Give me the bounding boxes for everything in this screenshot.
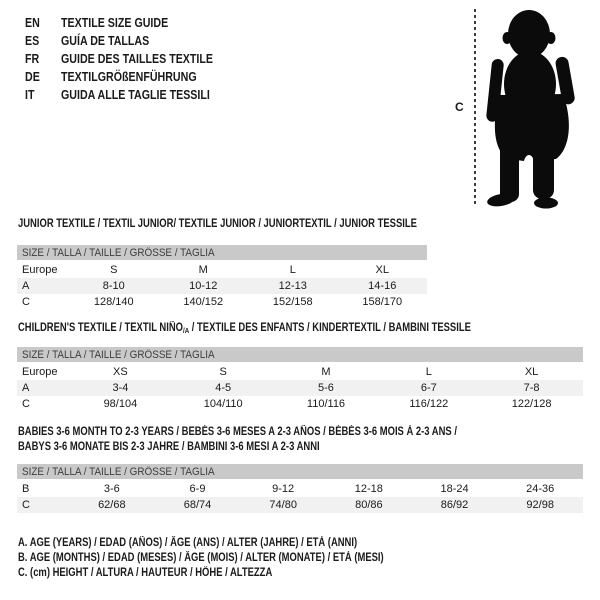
children-section-title bbox=[18, 321, 570, 338]
legend-line-c: C. (cm) HEIGHT / ALTURA / HAUTEUR / HÖHE / ALTEZZA bbox=[18, 567, 273, 579]
table-cell: 6-9 bbox=[189, 483, 206, 495]
children-title-sub: /A bbox=[183, 326, 190, 335]
height-marker-label: C bbox=[455, 100, 464, 114]
language-list bbox=[25, 13, 246, 103]
table-cell: 24-36 bbox=[526, 483, 555, 495]
table-cell: 5-6 bbox=[318, 382, 334, 394]
babies-title-line2: BABYS 3-6 MONATE BIS 2-3 JAHRE / BAMBINI 3-6 MESI A 2-3 ANNI bbox=[18, 441, 320, 453]
table-cell: 122/128 bbox=[511, 398, 552, 410]
size-header-label: SIZE / TALLA / TAILLE / GRÖSSE / TAGLIA bbox=[22, 348, 215, 361]
lang-code-it: IT bbox=[25, 86, 35, 102]
lang-code-en: EN bbox=[25, 14, 40, 30]
measurement-legend bbox=[18, 537, 464, 582]
lang-row-es bbox=[25, 31, 246, 49]
babies-row-b bbox=[17, 481, 583, 497]
col-header: S bbox=[219, 366, 227, 378]
size-header-label: SIZE / TALLA / TAILLE / GRÖSSE / TAGLIA bbox=[22, 465, 215, 478]
col-header: S bbox=[110, 264, 118, 276]
table-cell: 86/92 bbox=[440, 499, 469, 511]
lang-row-fr bbox=[25, 49, 246, 67]
table-cell: 140/152 bbox=[183, 296, 224, 308]
region-label: Europe bbox=[22, 366, 58, 378]
col-header: XL bbox=[524, 366, 539, 378]
table-cell: 98/104 bbox=[103, 398, 138, 410]
row-label: C bbox=[22, 296, 30, 308]
lang-code-es: ES bbox=[25, 32, 40, 48]
legend-line-a: A. AGE (YEARS) / EDAD (AÑOS) / ÂGE (ANS) / ALTER (JAHRE) / ETÀ (ANNI) bbox=[18, 537, 358, 549]
children-columns-row bbox=[17, 364, 583, 380]
table-cell: 14-16 bbox=[368, 280, 397, 292]
row-label: C bbox=[22, 499, 30, 511]
table-cell: 74/80 bbox=[269, 499, 297, 511]
table-cell: 68/74 bbox=[183, 499, 212, 511]
babies-table-header-bar bbox=[17, 464, 583, 479]
children-section-title-text bbox=[18, 321, 471, 338]
size-header-label: SIZE / TALLA / TAILLE / GRÖSSE / TAGLIA bbox=[22, 246, 215, 259]
children-title-after: / TEXTILE DES ENFANTS / KINDERTEXTIL / BAMBINI TESSILE bbox=[189, 322, 471, 334]
babies-section-title bbox=[18, 425, 553, 455]
table-cell: 7-8 bbox=[523, 382, 540, 394]
table-cell: 6-7 bbox=[420, 382, 437, 394]
col-header: L bbox=[425, 366, 432, 378]
lang-row-en bbox=[25, 13, 246, 31]
col-header: XS bbox=[113, 366, 128, 378]
lang-title-it: GUIDA ALLE TAGLIE TESSILI bbox=[61, 86, 210, 102]
table-cell: 116/122 bbox=[409, 398, 449, 410]
lang-row-it bbox=[25, 85, 246, 103]
junior-row-c bbox=[17, 294, 427, 310]
children-row-c bbox=[17, 396, 583, 412]
table-cell: 158/170 bbox=[362, 296, 403, 308]
junior-row-a bbox=[17, 278, 427, 294]
row-label: A bbox=[22, 280, 30, 292]
children-row-a bbox=[17, 380, 583, 396]
table-cell: 92/98 bbox=[526, 499, 554, 511]
junior-section-title bbox=[18, 217, 504, 232]
babies-title-line1: BABIES 3-6 MONTH TO 2-3 YEARS / BEBÉS 3-6 MESES A 2-3 AÑOS / BÉBÉS 3-6 MOIS À 2-3 ANS / bbox=[18, 426, 457, 438]
row-label: B bbox=[22, 483, 30, 495]
junior-size-table bbox=[17, 245, 427, 310]
col-header: M bbox=[198, 264, 208, 276]
table-cell: 80/86 bbox=[355, 499, 383, 511]
table-cell: 8-10 bbox=[102, 280, 125, 292]
col-header: XL bbox=[375, 264, 389, 276]
table-cell: 104/110 bbox=[203, 398, 243, 410]
height-dotted-line bbox=[474, 9, 476, 207]
region-label: Europe bbox=[22, 264, 58, 276]
table-cell: 110/116 bbox=[306, 398, 346, 410]
lang-title-fr: GUIDE DES TAILLES TEXTILE bbox=[61, 50, 214, 66]
table-cell: 4-5 bbox=[215, 382, 232, 394]
children-size-table bbox=[17, 347, 583, 412]
table-cell: 9-12 bbox=[272, 483, 295, 495]
babies-size-table bbox=[17, 464, 583, 513]
lang-title-en: TEXTILE SIZE GUIDE bbox=[61, 14, 169, 30]
col-header: L bbox=[289, 264, 296, 276]
table-cell: 10-12 bbox=[189, 280, 218, 292]
lang-row-de bbox=[25, 67, 246, 85]
table-cell: 18-24 bbox=[440, 483, 469, 495]
row-label: C bbox=[22, 398, 30, 410]
table-cell: 12-13 bbox=[278, 280, 307, 292]
table-cell: 152/158 bbox=[272, 296, 313, 308]
junior-section-title-text: JUNIOR TEXTILE / TEXTIL JUNIOR/ TEXTILE JUNIOR / JUNIORTEXTIL / JUNIOR TESSILE bbox=[18, 218, 417, 230]
lang-title-de: TEXTILGRÖßENFÜHRUNG bbox=[61, 68, 197, 84]
children-table-header-bar bbox=[17, 347, 583, 362]
lang-code-de: DE bbox=[25, 68, 40, 84]
table-cell: 3-4 bbox=[112, 382, 129, 394]
lang-title-es: GUÍA DE TALLAS bbox=[61, 32, 150, 48]
col-header: M bbox=[321, 366, 331, 378]
junior-columns-row bbox=[17, 262, 427, 278]
table-cell: 128/140 bbox=[93, 296, 134, 308]
junior-table-header-bar bbox=[17, 245, 427, 260]
table-cell: 3-6 bbox=[103, 483, 120, 495]
babies-row-c bbox=[17, 497, 583, 513]
toddler-silhouette-svg bbox=[486, 7, 586, 209]
table-cell: 12-18 bbox=[354, 483, 383, 495]
toddler-silhouette-image bbox=[486, 7, 586, 209]
row-label: A bbox=[22, 382, 30, 394]
lang-code-fr: FR bbox=[25, 50, 40, 66]
children-title-before: CHILDREN'S TEXTILE / TEXTIL NIÑO bbox=[18, 322, 184, 334]
table-cell: 62/68 bbox=[98, 499, 126, 511]
legend-line-b: B. AGE (MONTHS) / EDAD (MESES) / ÂGE (MOIS) / ALTER (MONATE) / ETÀ (MESI) bbox=[18, 552, 384, 564]
